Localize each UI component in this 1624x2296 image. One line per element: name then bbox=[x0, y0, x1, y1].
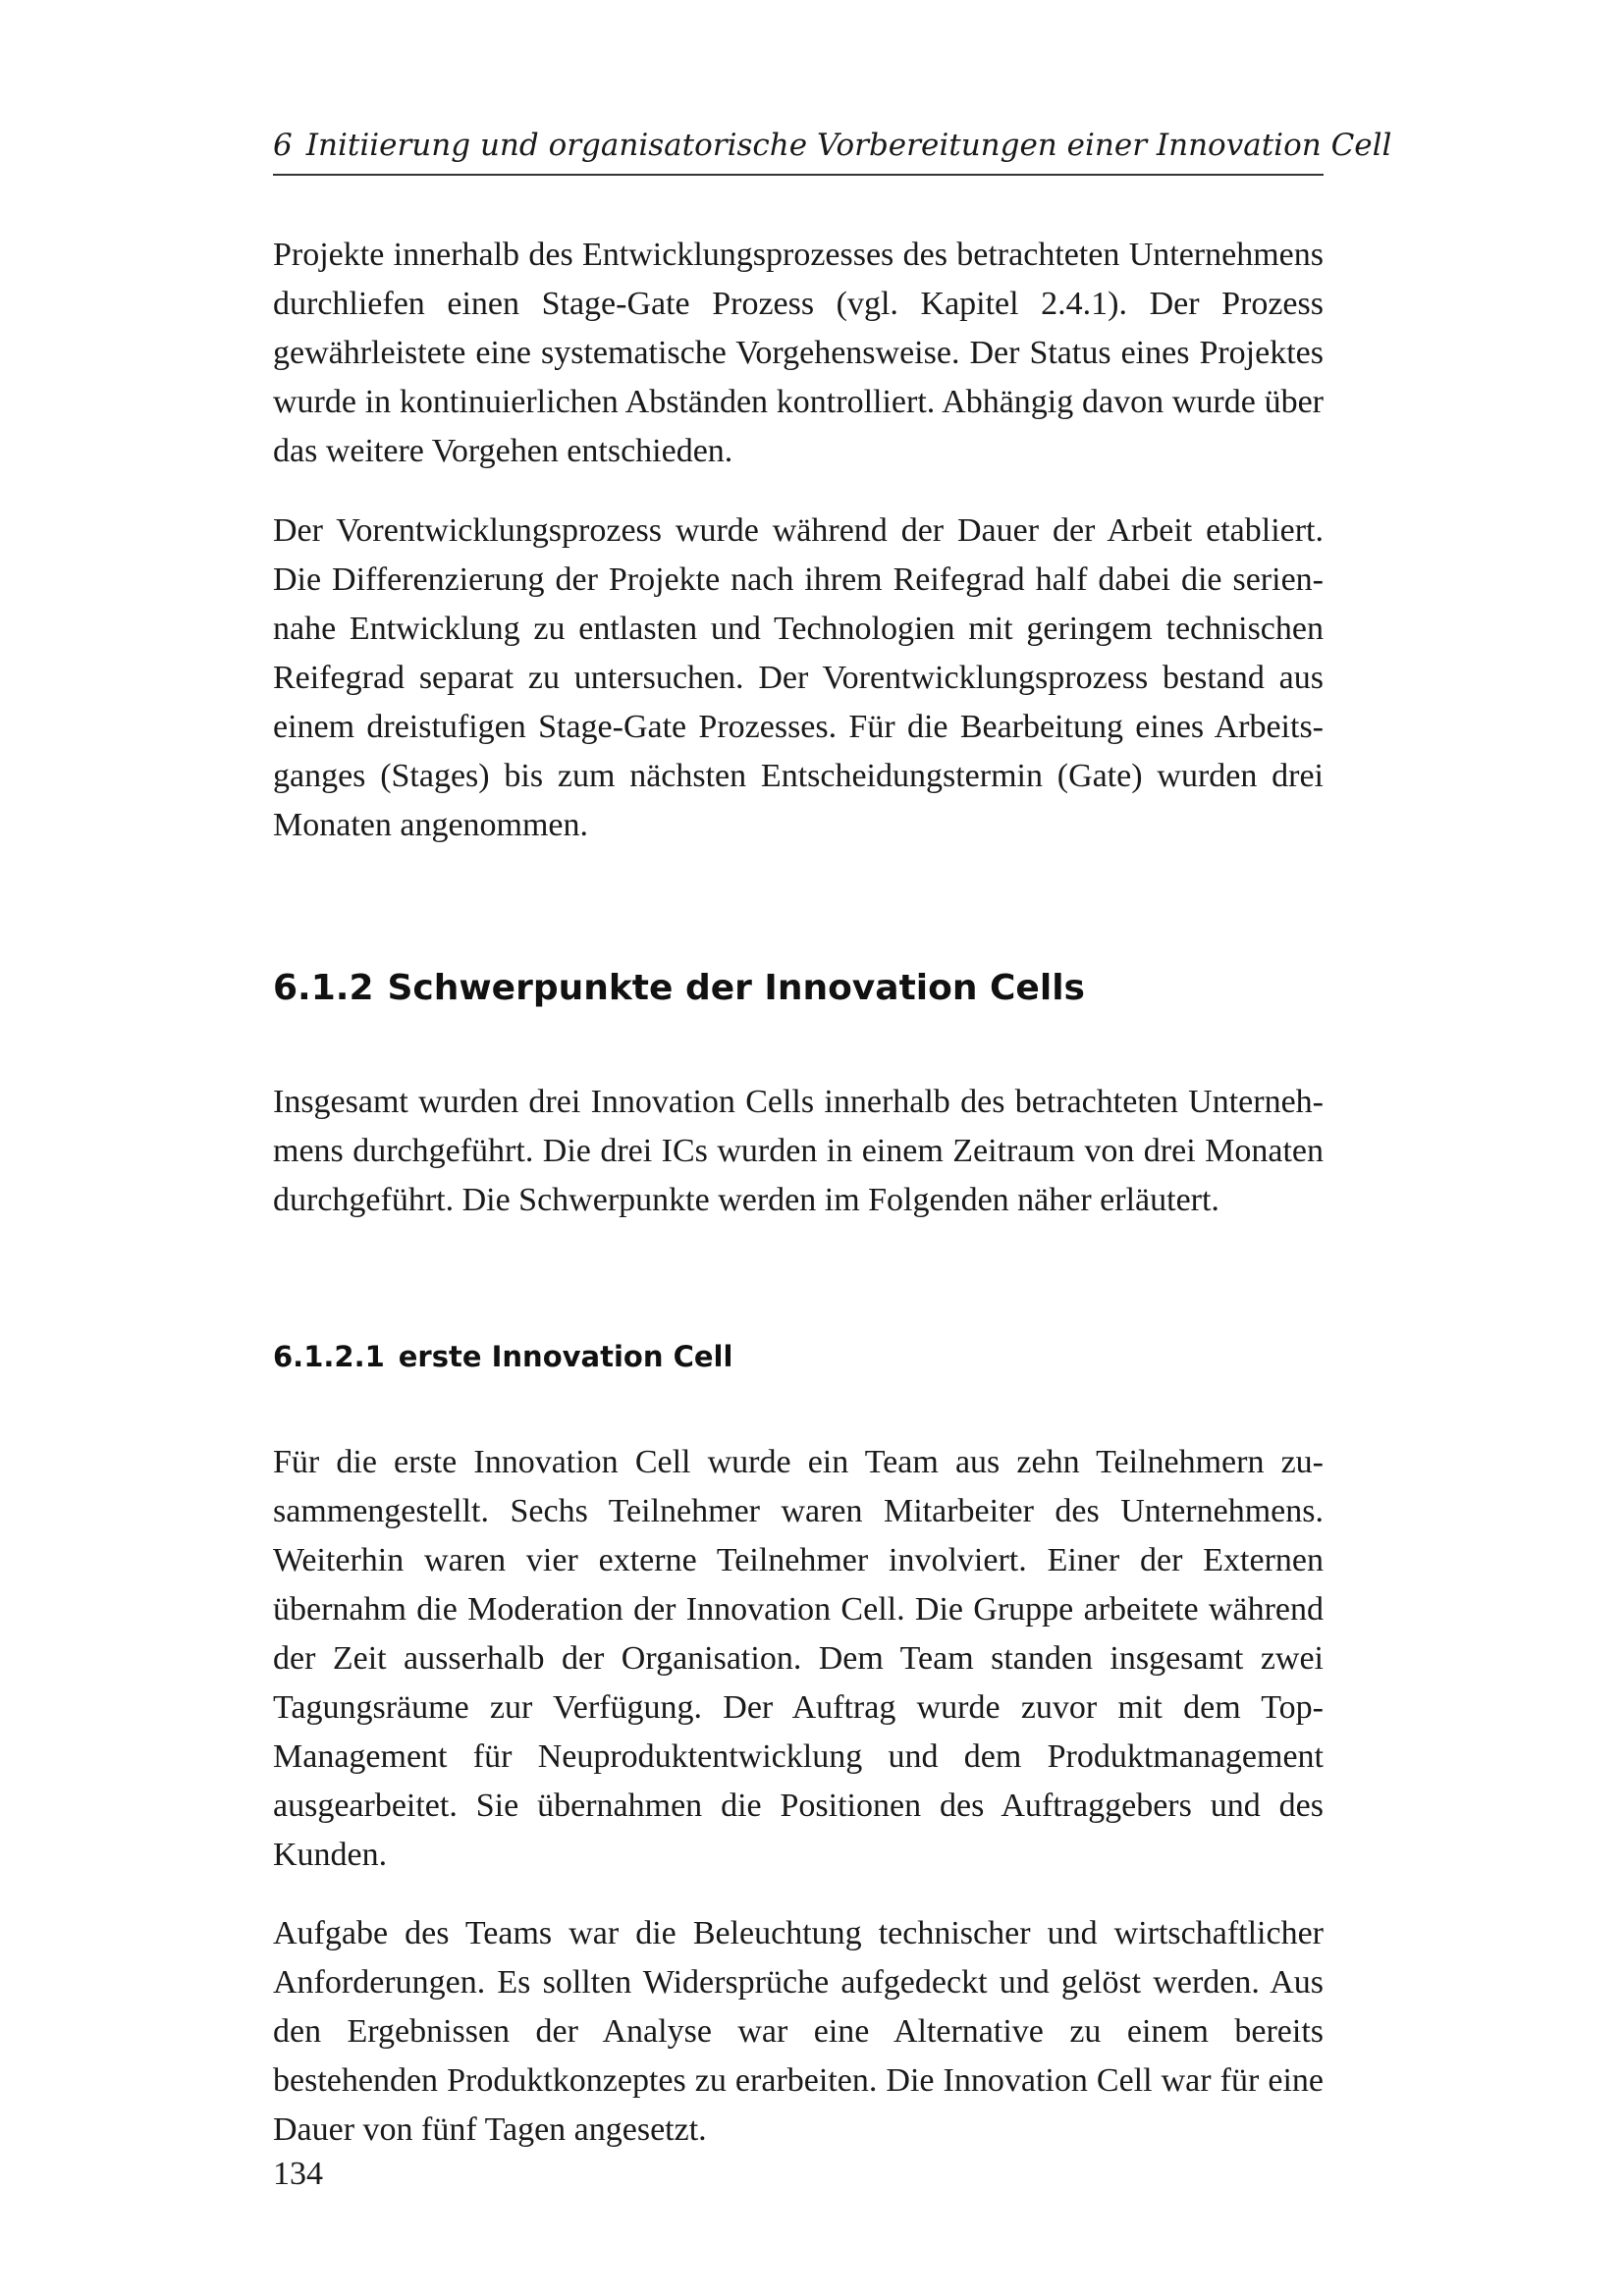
running-header bbox=[273, 126, 1392, 165]
subsection-heading bbox=[273, 1338, 732, 1375]
section-number: 6.1.2 bbox=[273, 968, 374, 1008]
paragraph-pre-development-process: Der Vorentwicklungsprozess wurde während der Dauer der Arbeit etabliert. Die Differenzierung der Projekte nach ihrem Reifegrad half dabei die seriennahe Entwicklung zu entlasten und Technologien mit geringem technischen Reifegrad separat zu untersuchen. Der Vorentwicklungsprozess bestand aus einem dreistufigen Stage-Gate Prozesses. Für die Bearbeitung eines Arbeitsganges (Stages) bis zum nächsten Entscheidungstermin (Gate) wurden drei Monaten angenommen. bbox=[273, 512, 1324, 843]
paragraph-first-cell-team: Für die erste Innovation Cell wurde ein Team aus zehn Teilnehmern zusammengestellt. Sechs Teilnehmer waren Mitarbeiter des Unternehmens. Weiterhin waren vier externe Teilnehmer involviert. Einer der Externen übernahm die Moderation der Innovation Cell. Die Gruppe arbeitete während der Zeit ausserhalb der Organisation. Dem Team standen insgesamt zwei Tagungsräume zur Verfügung. Der Auftrag wurde zuvor mit dem Top-Management für Neuproduktentwicklung und dem Produktmanagement ausgearbeitet. Sie übernahmen die Positionen des Auftraggebers und des Kunden. bbox=[273, 1444, 1324, 1873]
page-number: 134 bbox=[273, 2156, 323, 2192]
subsection-number: 6.1.2.1 bbox=[273, 1340, 385, 1373]
chapter-title: Initiierung und organisatorische Vorbereitungen einer Innovation Cell bbox=[305, 128, 1392, 163]
chapter-number: 6 bbox=[273, 128, 293, 163]
header-rule bbox=[273, 174, 1324, 176]
section-title: Schwerpunkte der Innovation Cells bbox=[387, 968, 1085, 1008]
subsection-title: erste Innovation Cell bbox=[398, 1340, 733, 1373]
section-heading bbox=[273, 966, 1085, 1011]
paragraph-overview-innovation-cells: Insgesamt wurden drei Innovation Cells innerhalb des betrachteten Unternehmens durchgeführt. Die drei ICs wurden in einem Zeitraum von drei Monaten durchgeführt. Die Schwerpunkte werden im Folgenden näher erläutert. bbox=[273, 1084, 1324, 1218]
paragraph-stage-gate-process: Projekte innerhalb des Entwicklungsprozesses des betrachteten Unternehmens durchliefen einen Stage-Gate Prozess (vgl. Kapitel 2.4.1). Der Prozess gewährleistete eine systematische Vorgehensweise. Der Status eines Projektes wurde in kontinuierlichen Abständen kontrolliert. Abhängig davon wurde über das weitere Vorgehen entschieden. bbox=[273, 237, 1324, 469]
paragraph-first-cell-task: Aufgabe des Teams war die Beleuchtung technischer und wirtschaftlicher Anforderungen. Es sollten Widersprüche aufgedeckt und gelöst werden. Aus den Ergebnissen der Analyse war eine Alternative zu einem bereits bestehenden Produktkonzeptes zu erarbeiten. Die Innovation Cell war für eine Dauer von fünf Tagen angesetzt. bbox=[273, 1915, 1324, 2148]
